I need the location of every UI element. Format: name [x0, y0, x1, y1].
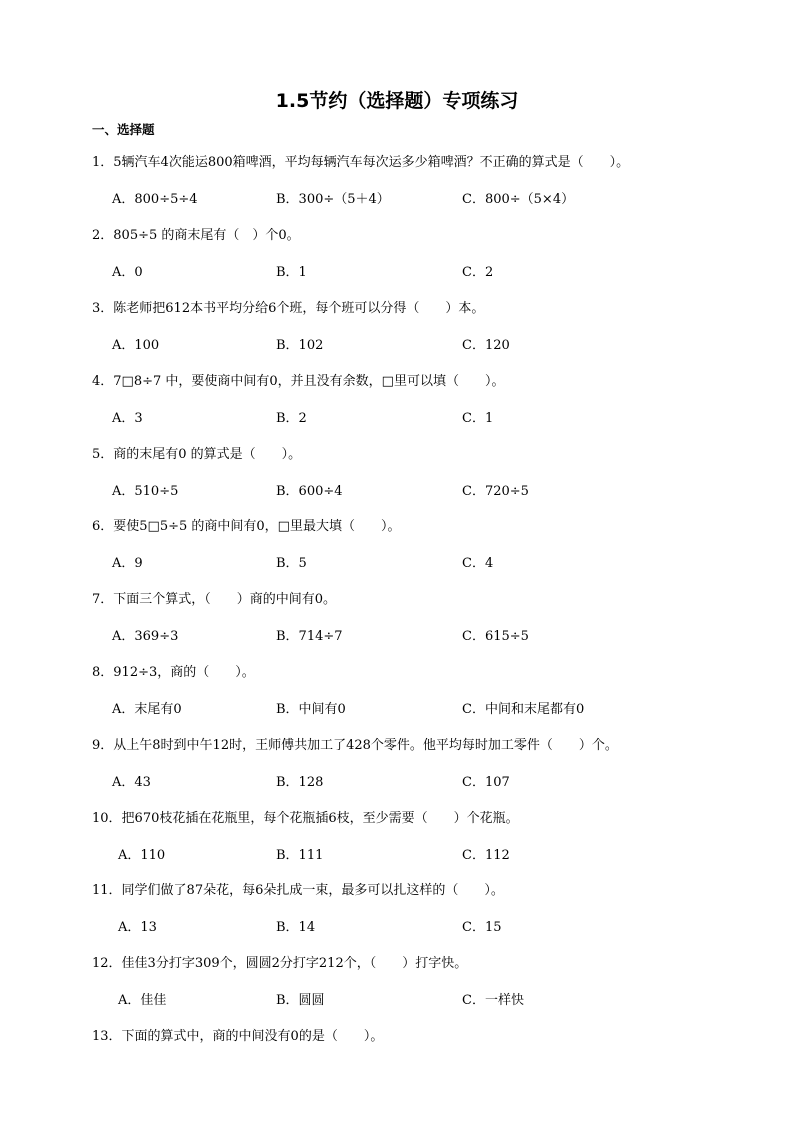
- option-c[interactable]: C．中间和末尾都有0: [462, 702, 585, 717]
- question-text: 1．5辆汽车4次能运800箱啤酒，平均每辆汽车每次运多少箱啤酒？不正确的算式是（ ）。: [92, 155, 630, 170]
- document-title: 1.5节约（选择题）专项练习: [275, 90, 519, 112]
- option-c[interactable]: C．120: [462, 338, 510, 353]
- option-a[interactable]: A．510÷5: [112, 484, 179, 499]
- option-c[interactable]: C．615÷5: [462, 629, 529, 644]
- option-b[interactable]: B．2: [276, 411, 307, 426]
- question-text: 3．陈老师把612本书平均分给6个班，每个班可以分得（ ）本。: [92, 301, 485, 316]
- option-a[interactable]: A．800÷5÷4: [112, 192, 198, 207]
- option-a[interactable]: A．43: [112, 775, 151, 790]
- option-b[interactable]: B．300÷（5＋4）: [276, 192, 390, 207]
- question-text: 13．下面的算式中，商的中间没有0的是（ ）。: [92, 1029, 384, 1044]
- option-b[interactable]: B．14: [276, 920, 316, 935]
- option-b[interactable]: B．714÷7: [276, 629, 343, 644]
- option-b[interactable]: B．128: [276, 775, 324, 790]
- option-c[interactable]: C．一样快: [462, 993, 524, 1008]
- option-b[interactable]: B．1: [276, 265, 307, 280]
- option-c[interactable]: C．112: [462, 848, 510, 863]
- option-b[interactable]: B．111: [276, 848, 324, 863]
- option-b[interactable]: B．600÷4: [276, 484, 343, 499]
- option-a[interactable]: A．9: [112, 556, 143, 571]
- option-b[interactable]: B．圆圆: [276, 993, 325, 1008]
- option-a[interactable]: A．110: [118, 848, 166, 863]
- section-heading: 一、选择题: [92, 122, 155, 137]
- question-text: 12．佳佳3分打字309个，圆圆2分打字212个，（ ）打字快。: [92, 956, 468, 971]
- question-text: 5．商的末尾有0 的算式是（ ）。: [92, 447, 302, 462]
- question-text: 7．下面三个算式，（ ）商的中间有0。: [92, 592, 337, 607]
- question-text: 2．805÷5 的商末尾有（ ）个0。: [92, 228, 300, 243]
- question-text: 10．把670枝花插在花瓶里，每个花瓶插6枝，至少需要（ ）个花瓶。: [92, 811, 519, 826]
- option-b[interactable]: B．中间有0: [276, 702, 346, 717]
- option-c[interactable]: C．15: [462, 920, 502, 935]
- option-c[interactable]: C．4: [462, 556, 494, 571]
- question-text: 11．同学们做了87朵花，每6朵扎成一束，最多可以扎这样的（ ）。: [92, 883, 504, 898]
- option-a[interactable]: A．100: [112, 338, 160, 353]
- option-a[interactable]: A．369÷3: [112, 629, 179, 644]
- option-b[interactable]: B．5: [276, 556, 307, 571]
- option-a[interactable]: A．佳佳: [118, 993, 167, 1008]
- option-c[interactable]: C．720÷5: [462, 484, 529, 499]
- option-c[interactable]: C．2: [462, 265, 494, 280]
- question-text: 4．7□8÷7 中，要使商中间有0，并且没有余数，□里可以填（ ）。: [92, 374, 505, 389]
- question-text: 8．912÷3，商的（ ）。: [92, 665, 255, 680]
- option-a[interactable]: A．13: [118, 920, 157, 935]
- option-c[interactable]: C．800÷（5×4）: [462, 192, 575, 207]
- option-c[interactable]: C．107: [462, 775, 510, 790]
- question-text: 9．从上午8时到中午12时，王师傅共加工了428个零件。他平均每时加工零件（ ）个。: [92, 738, 618, 753]
- option-b[interactable]: B．102: [276, 338, 324, 353]
- option-a[interactable]: A．3: [112, 411, 143, 426]
- question-text: 6．要使5□5÷5 的商中间有0，□里最大填（ ）。: [92, 519, 401, 534]
- option-c[interactable]: C．1: [462, 411, 494, 426]
- option-a[interactable]: A．末尾有0: [112, 702, 182, 717]
- option-a[interactable]: A．0: [112, 265, 143, 280]
